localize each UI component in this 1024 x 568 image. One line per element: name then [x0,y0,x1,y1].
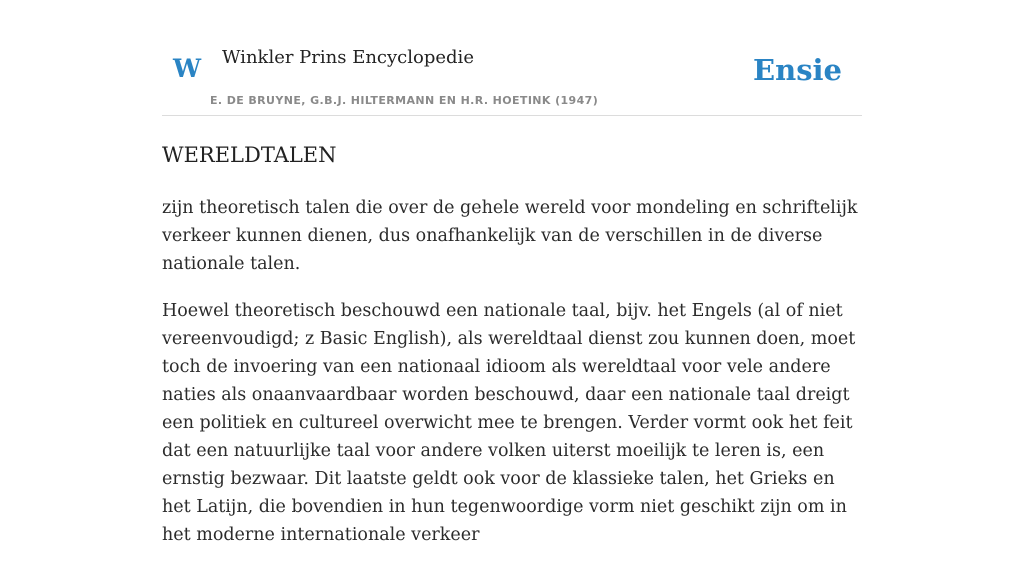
article-paragraph: zijn theoretisch talen die over de gehele wereld voor mondeling en schriftelijk verkeer kunnen dienen, dus onafhankelijk van de verschillen in de diverse nationale talen. [162,198,858,274]
ensie-logo[interactable]: Ensie [753,53,842,87]
book-authors: E. DE BRUYNE, G.B.J. HILTERMANN EN H.R. HOETINK (1947) [210,94,599,107]
winkler-prins-logo[interactable]: W [173,54,202,83]
book-title[interactable]: Winkler Prins Encyclopedie [222,47,474,68]
article-paragraph: Hoewel theoretisch beschouwd een nationale taal, bijv. het Engels (al of niet vereenvoudigd; z Basic English), als wereldtaal dienst zou kunnen doen, moet toch de invoering van een nationaal idioom als wereldtaal voor vele andere naties als onaanvaardbaar worden beschouwd, daar een nationale taal dreigt een politiek en cultureel overwicht mee te brengen. Verder vormt ook het feit dat een natuurlijke taal voor andere volken uiterst moeilijk te leren is, een ernstig bezwaar. Dit laatste geldt ook voor de klassieke talen, het Grieks en het Latijn, die bovendien in hun tegenwoordige vorm niet geschikt zijn om in het moderne internationale verkeer [162,301,856,545]
article [162,138,862,568]
article-headword: WERELDTALEN [162,143,337,167]
site-header [162,0,862,116]
